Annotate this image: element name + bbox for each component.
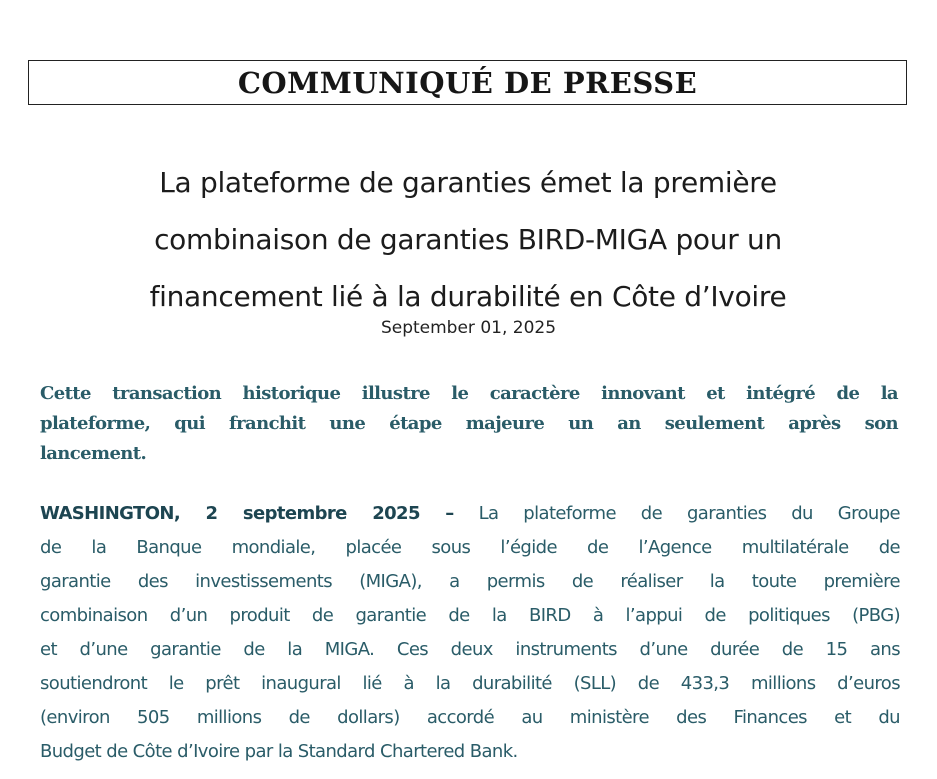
body-line: soutiendront le prêt inaugural lié à la durabilité (SLL) de 433,3 millions d’euros bbox=[40, 673, 900, 694]
headline-line: La plateforme de garanties émet la première bbox=[159, 166, 777, 199]
body-line: Budget de Côte d’Ivoire par la Standard Chartered Bank. bbox=[40, 741, 518, 762]
press-release-title: COMMUNIQUÉ DE PRESSE bbox=[237, 65, 698, 100]
lede-paragraph bbox=[40, 379, 898, 469]
body-line: garantie des investissements (MIGA), a permis de réaliser la toute première bbox=[40, 571, 900, 592]
press-release-banner bbox=[28, 60, 907, 105]
lede-line: Cette transaction historique illustre le caractère innovant et intégré de la bbox=[40, 383, 898, 404]
body-line-text: La plateforme de garanties du Groupe bbox=[478, 503, 900, 524]
body-line: de la Banque mondiale, placée sous l’égide de l’Agence multilatérale de bbox=[40, 537, 900, 558]
body-paragraph bbox=[40, 497, 900, 769]
headline bbox=[40, 154, 896, 325]
publication-date: September 01, 2025 bbox=[380, 318, 557, 338]
headline-line: financement lié à la durabilité en Côte d’Ivoire bbox=[149, 280, 787, 313]
lede-line: lancement. bbox=[40, 443, 147, 464]
body-line: combinaison d’un produit de garantie de la BIRD à l’appui de politiques (PBG) bbox=[40, 605, 900, 626]
dateline: WASHINGTON, 2 septembre 2025 – bbox=[40, 503, 454, 524]
body-line: (environ 505 millions de dollars) accordé au ministère des Finances et du bbox=[40, 707, 900, 728]
lede-line: plateforme, qui franchit une étape majeure un an seulement après son bbox=[40, 413, 898, 434]
headline-line: combinaison de garanties BIRD-MIGA pour un bbox=[154, 223, 782, 256]
body-line: et d’une garantie de la MIGA. Ces deux instruments d’une durée de 15 ans bbox=[40, 639, 900, 660]
body-line bbox=[40, 497, 900, 531]
